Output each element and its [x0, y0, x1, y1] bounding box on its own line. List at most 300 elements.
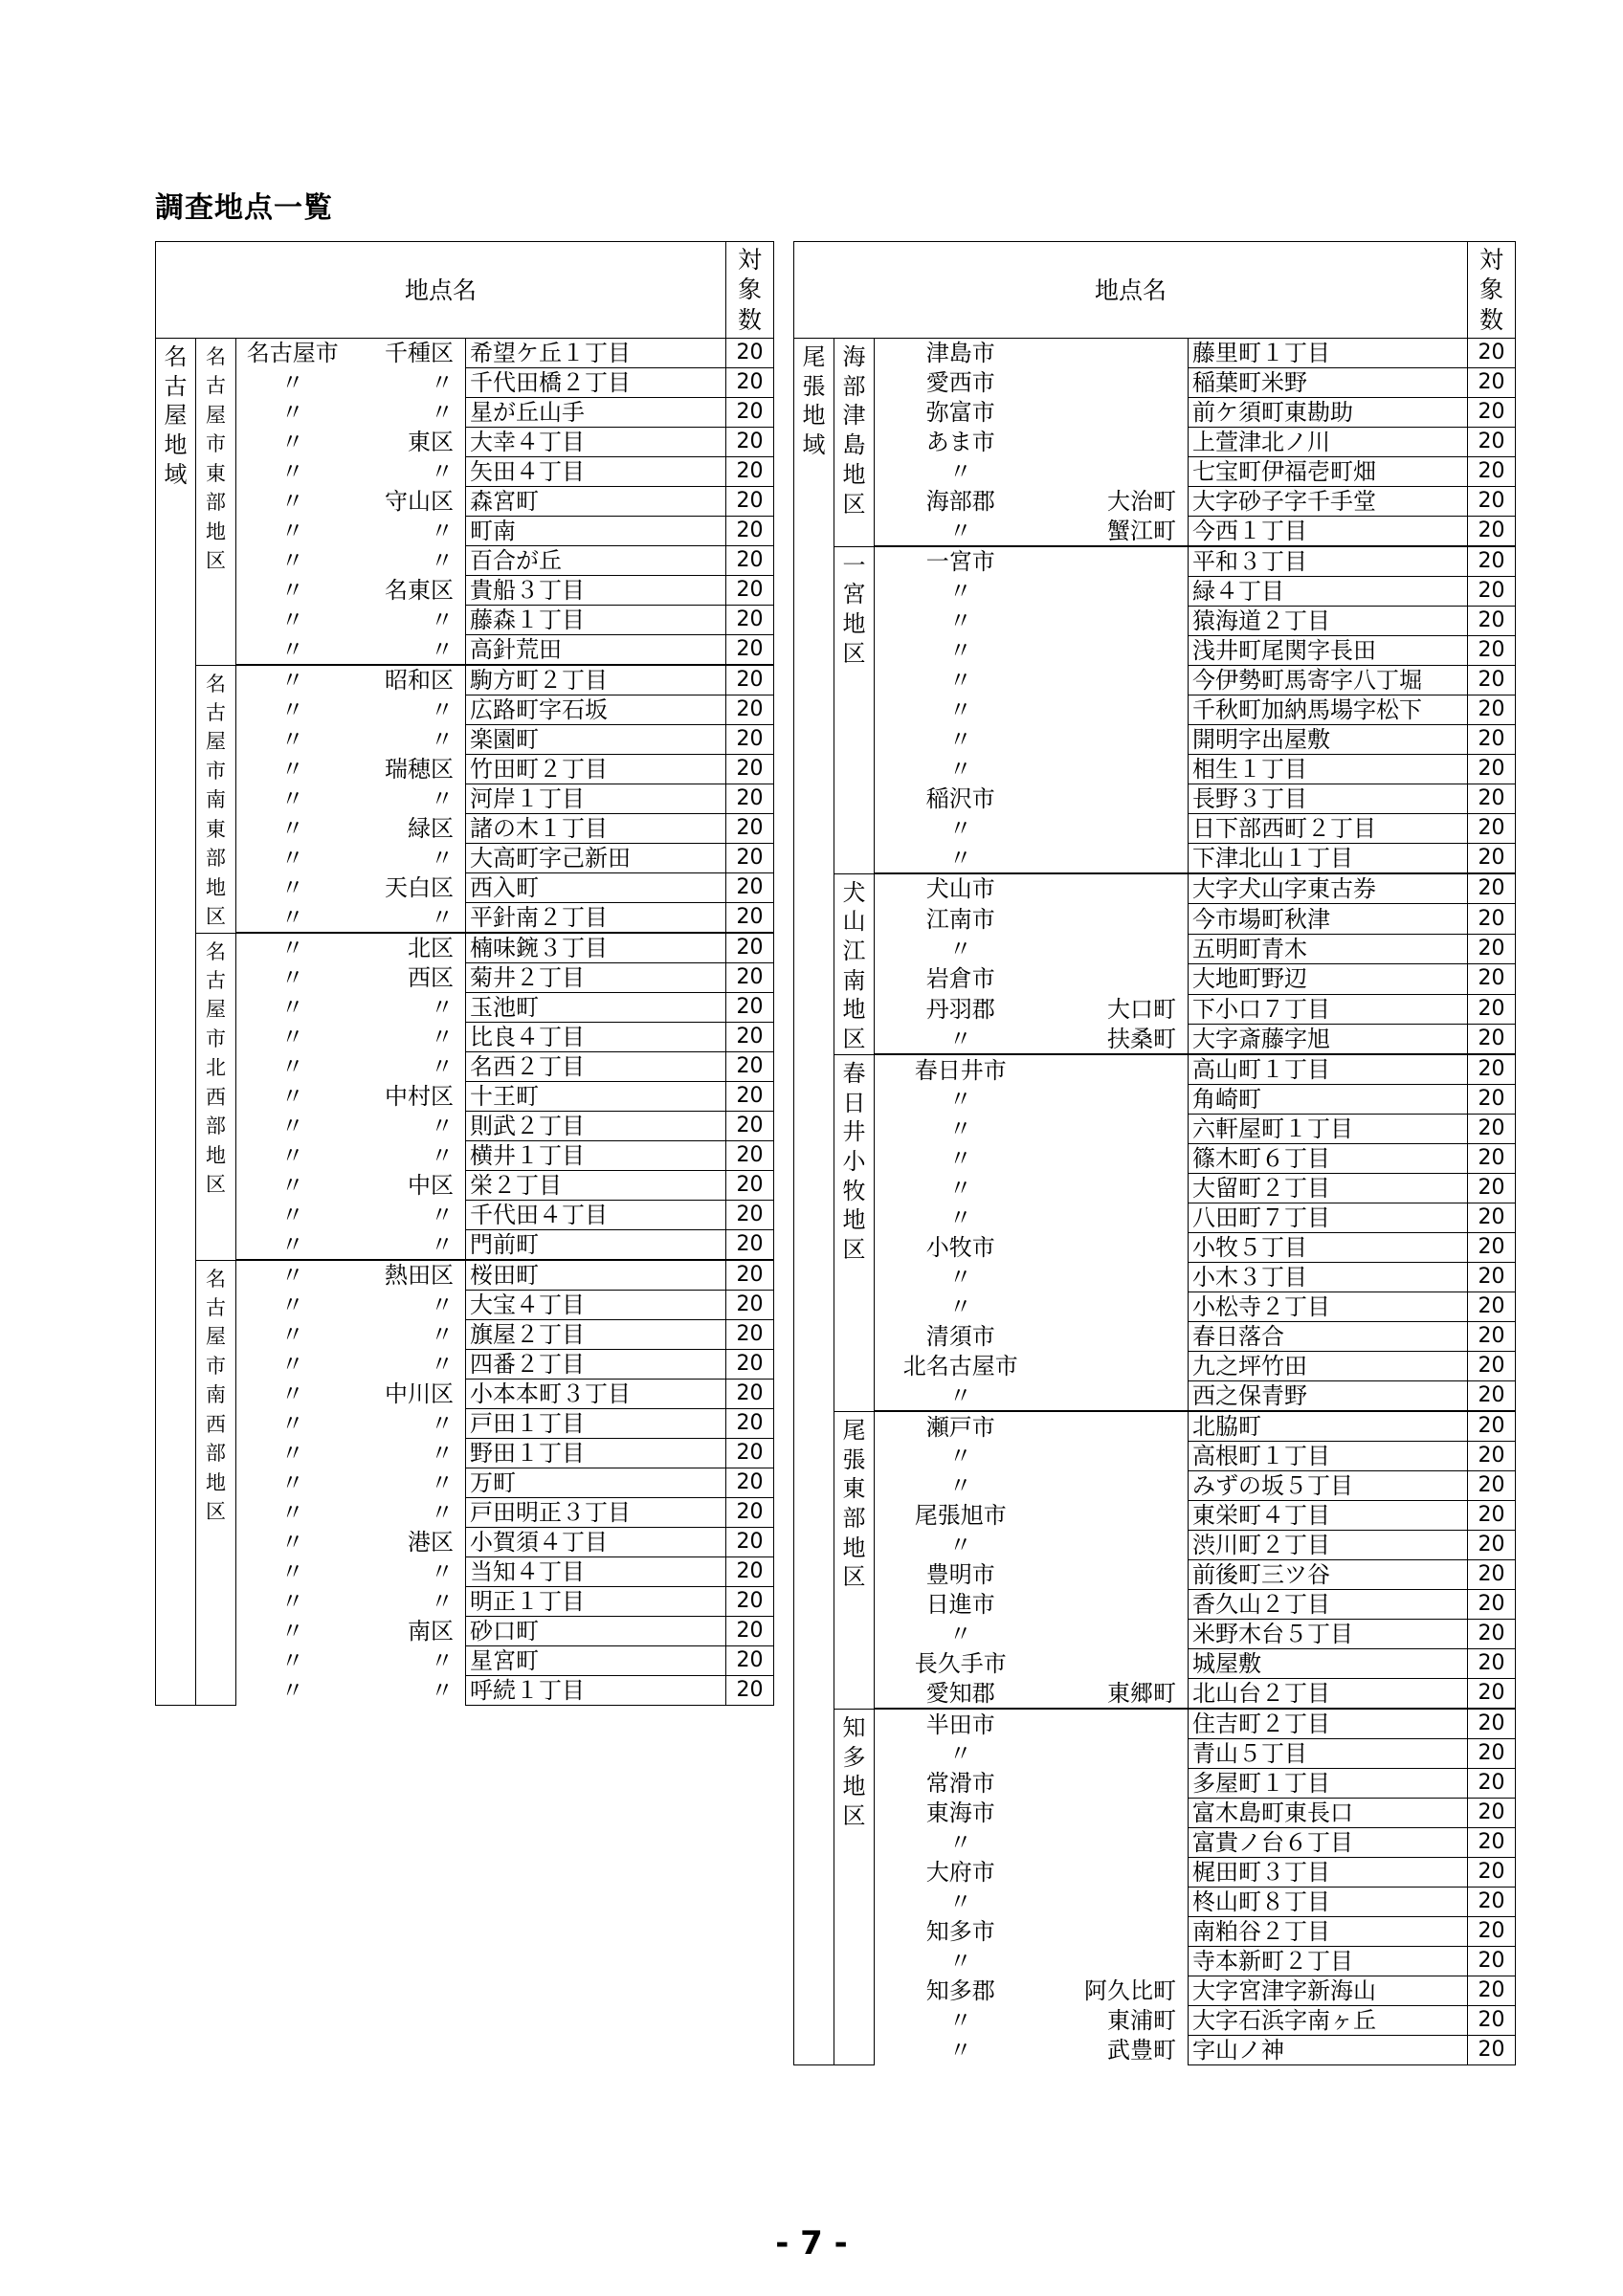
table-row — [794, 1709, 1516, 1739]
place-name: 小松寺２丁目 — [1189, 1292, 1468, 1322]
ward-name: 中川区 — [385, 1380, 454, 1407]
municipality-cell — [875, 2036, 1189, 2065]
target-count: 20 — [1468, 1174, 1516, 1203]
target-count: 20 — [1468, 339, 1516, 368]
table-row — [794, 577, 1516, 607]
ward-name — [1046, 1056, 1188, 1085]
place-name: 大地町野辺 — [1189, 964, 1468, 994]
ward-name: 守山区 — [385, 488, 454, 515]
municipality-cell — [236, 487, 466, 517]
table-row — [156, 398, 774, 428]
place-name: 南粕谷２丁目 — [1189, 1917, 1468, 1947]
municipality-cell — [875, 546, 1189, 577]
city-name: 〃 — [280, 667, 304, 695]
ward-name: 〃 — [431, 1053, 454, 1080]
area-label: 春日井小牧地区 — [834, 1054, 875, 1411]
target-count: 20 — [726, 1528, 774, 1557]
city-name: 〃 — [948, 1443, 972, 1470]
table-row — [156, 1439, 774, 1468]
municipality-cell — [236, 963, 466, 993]
place-name: 浅井町尾関字長田 — [1189, 636, 1468, 666]
place-name: 万町 — [466, 1468, 726, 1498]
municipality-cell — [875, 934, 1189, 963]
target-count: 20 — [726, 1409, 774, 1439]
table-row — [156, 665, 774, 695]
city-name: 津島市 — [925, 340, 995, 367]
ward-name: 天白区 — [385, 874, 454, 901]
place-name: 今西１丁目 — [1189, 517, 1468, 547]
target-count: 20 — [726, 339, 774, 368]
target-count: 20 — [726, 1439, 774, 1468]
city-name: 〃 — [948, 726, 972, 753]
municipality-cell — [875, 1085, 1189, 1115]
ward-name: 〃 — [431, 1469, 454, 1496]
table-row — [794, 994, 1516, 1024]
municipality-cell — [875, 1174, 1189, 1203]
table-row — [794, 873, 1516, 904]
area-label: 名古屋市東部地区 — [196, 339, 236, 666]
ward-name — [1046, 1888, 1188, 1916]
city-name: 〃 — [948, 1115, 972, 1143]
table-row — [156, 725, 774, 755]
ward-name: 東郷町 — [1107, 1680, 1176, 1708]
ward-name: 〃 — [431, 994, 454, 1021]
target-count: 20 — [1468, 1471, 1516, 1501]
table-row — [156, 339, 774, 368]
area-label: 名古屋市南東部地区 — [196, 665, 236, 933]
city-name: 〃 — [948, 637, 972, 664]
municipality-cell — [875, 725, 1189, 755]
municipality-cell — [236, 933, 466, 963]
table-row — [794, 934, 1516, 963]
municipality-cell — [875, 1858, 1189, 1888]
ward-name: 〃 — [431, 1202, 454, 1228]
table-row — [794, 1947, 1516, 1976]
city-name: 江南市 — [925, 905, 995, 933]
ward-name — [1046, 339, 1188, 367]
municipality-cell — [875, 577, 1189, 607]
ward-name: 大口町 — [1107, 995, 1176, 1023]
place-name: 大字石浜字南ヶ丘 — [1189, 2006, 1468, 2036]
ward-name — [1046, 577, 1188, 606]
municipality-cell — [236, 546, 466, 576]
city-name: 〃 — [948, 935, 972, 962]
target-count: 20 — [726, 1023, 774, 1052]
table-row — [794, 2006, 1516, 2036]
place-name: 下小口７丁目 — [1189, 994, 1468, 1024]
municipality-cell — [875, 1024, 1189, 1054]
ward-name — [1046, 1203, 1188, 1232]
ward-name — [1046, 607, 1188, 635]
place-name: 平針南２丁目 — [466, 903, 726, 934]
ward-name: 〃 — [431, 1321, 454, 1348]
target-count: 20 — [726, 1112, 774, 1141]
header-place-name: 地点名 — [794, 242, 1468, 339]
place-name: 呼続１丁目 — [466, 1676, 726, 1706]
target-count: 20 — [1468, 1263, 1516, 1292]
table-row — [794, 1442, 1516, 1471]
target-count: 20 — [726, 546, 774, 576]
municipality-cell — [236, 1617, 466, 1646]
municipality-cell — [236, 1409, 466, 1439]
place-name: 星宮町 — [466, 1646, 726, 1676]
city-name: 〃 — [280, 964, 304, 991]
city-name: 〃 — [948, 1472, 972, 1500]
ward-name — [1046, 1947, 1188, 1976]
place-name: 小賀須４丁目 — [466, 1528, 726, 1557]
place-name: 高針荒田 — [466, 635, 726, 666]
table-row — [794, 1917, 1516, 1947]
city-name: 東海市 — [925, 1799, 995, 1827]
table-row — [794, 666, 1516, 695]
table-row — [794, 517, 1516, 547]
table-row — [794, 1560, 1516, 1590]
ward-name — [1046, 1115, 1188, 1143]
ward-name: 緑区 — [408, 815, 454, 842]
city-name: 〃 — [948, 1382, 972, 1410]
table-row — [794, 1828, 1516, 1858]
municipality-cell — [236, 1557, 466, 1587]
municipality-cell — [875, 1352, 1189, 1381]
municipality-cell — [875, 1233, 1189, 1263]
city-name: 〃 — [948, 1829, 972, 1857]
table-row — [794, 1799, 1516, 1828]
area-label: 海部津島地区 — [834, 339, 875, 547]
city-name: 稲沢市 — [925, 785, 995, 812]
municipality-cell — [236, 1439, 466, 1468]
municipality-cell — [875, 1828, 1189, 1858]
target-count: 20 — [726, 1201, 774, 1230]
ward-name — [1046, 1858, 1188, 1887]
municipality-cell — [236, 1141, 466, 1171]
city-name: 〃 — [948, 1264, 972, 1292]
city-name: 瀬戸市 — [925, 1413, 995, 1441]
target-count: 20 — [726, 1230, 774, 1261]
municipality-cell — [236, 993, 466, 1023]
target-count: 20 — [1468, 1352, 1516, 1381]
place-name: 上萱津北ノ川 — [1189, 428, 1468, 457]
table-row — [156, 1052, 774, 1082]
municipality-cell — [236, 1380, 466, 1409]
table-row — [156, 873, 774, 903]
place-name: 玉池町 — [466, 993, 726, 1023]
ward-name: 中区 — [408, 1172, 454, 1199]
municipality-cell — [875, 428, 1189, 457]
place-name: 大幸４丁目 — [466, 428, 726, 457]
table-row — [794, 1411, 1516, 1442]
target-count: 20 — [1468, 1292, 1516, 1322]
ward-name: 〃 — [431, 1677, 454, 1704]
survey-table-owari — [793, 241, 1516, 2065]
ward-name: 瑞穂区 — [385, 756, 454, 783]
place-name: 矢田４丁目 — [466, 457, 726, 487]
city-name: 〃 — [948, 1204, 972, 1232]
city-name: 〃 — [280, 1380, 304, 1407]
municipality-cell — [875, 1471, 1189, 1501]
table-row — [794, 755, 1516, 784]
target-count: 20 — [1468, 666, 1516, 695]
table-row — [794, 725, 1516, 755]
target-count: 20 — [726, 963, 774, 993]
municipality-cell — [875, 487, 1189, 517]
place-name: 町南 — [466, 517, 726, 546]
table-row — [156, 844, 774, 873]
ward-name — [1046, 1233, 1188, 1262]
target-count: 20 — [1468, 1858, 1516, 1888]
place-name: 寺本新町２丁目 — [1189, 1947, 1468, 1976]
municipality-cell — [875, 1560, 1189, 1590]
ward-name — [1046, 1711, 1188, 1739]
municipality-cell — [875, 1144, 1189, 1174]
municipality-cell — [236, 1291, 466, 1320]
table-row — [794, 1471, 1516, 1501]
place-name: 北山台２丁目 — [1189, 1679, 1468, 1710]
ward-name — [1046, 1322, 1188, 1351]
city-name: 〃 — [948, 1175, 972, 1203]
city-name: 〃 — [280, 1440, 304, 1467]
table-row — [156, 695, 774, 725]
table-row — [794, 1115, 1516, 1144]
place-name: 篠木町６丁目 — [1189, 1144, 1468, 1174]
city-name: 〃 — [948, 1086, 972, 1114]
ward-name — [1046, 844, 1188, 872]
target-count: 20 — [726, 606, 774, 635]
place-name: 河岸１丁目 — [466, 784, 726, 814]
place-name: 五明町青木 — [1189, 934, 1468, 963]
city-name: 〃 — [280, 1053, 304, 1080]
city-name: 〃 — [280, 399, 304, 426]
city-name: 〃 — [280, 845, 304, 872]
ward-name: 〃 — [431, 726, 454, 753]
area-label: 犬山江南地区 — [834, 873, 875, 1054]
target-count: 20 — [1468, 1947, 1516, 1976]
table-row — [156, 1320, 774, 1350]
place-name: 西之保青野 — [1189, 1381, 1468, 1412]
municipality-cell — [875, 873, 1189, 904]
target-count: 20 — [1468, 934, 1516, 963]
city-name: 〃 — [280, 1292, 304, 1318]
municipality-cell — [236, 428, 466, 457]
place-name: 城屋敷 — [1189, 1649, 1468, 1679]
municipality-cell — [875, 1411, 1189, 1442]
place-name: 大字宮津字新海山 — [1189, 1976, 1468, 2006]
ward-name: 〃 — [431, 1024, 454, 1050]
table-row — [794, 1024, 1516, 1054]
ward-name: 西区 — [408, 964, 454, 991]
municipality-cell — [875, 457, 1189, 487]
target-count: 20 — [726, 844, 774, 873]
municipality-cell — [236, 1171, 466, 1201]
target-count: 20 — [1468, 1381, 1516, 1412]
ward-name: 〃 — [431, 1142, 454, 1169]
municipality-cell — [875, 1679, 1189, 1710]
target-count: 20 — [726, 1052, 774, 1082]
city-name: 〃 — [280, 1588, 304, 1615]
table-row — [794, 1203, 1516, 1233]
place-name: 香久山２丁目 — [1189, 1590, 1468, 1620]
municipality-cell — [236, 695, 466, 725]
target-count: 20 — [726, 1350, 774, 1380]
municipality-cell — [236, 725, 466, 755]
city-name: あま市 — [925, 429, 995, 455]
municipality-cell — [236, 1676, 466, 1706]
city-name: 〃 — [948, 1740, 972, 1768]
city-name: 〃 — [280, 874, 304, 901]
target-count: 20 — [1468, 1620, 1516, 1649]
municipality-cell — [875, 695, 1189, 725]
municipality-cell — [875, 666, 1189, 695]
table-row — [156, 1141, 774, 1171]
table-row — [794, 964, 1516, 994]
table-row — [794, 1263, 1516, 1292]
ward-name: 〃 — [431, 458, 454, 485]
place-name: 千代田４丁目 — [466, 1201, 726, 1230]
city-name: 長久手市 — [914, 1650, 1007, 1678]
table-row — [794, 1976, 1516, 2006]
place-name: 小本本町３丁目 — [466, 1380, 726, 1409]
target-count: 20 — [1468, 1799, 1516, 1828]
place-name: 春日落合 — [1189, 1322, 1468, 1352]
municipality-cell — [875, 814, 1189, 844]
city-name: 〃 — [280, 577, 304, 604]
ward-name: 〃 — [431, 1230, 454, 1258]
city-name: 〃 — [280, 607, 304, 633]
table-row — [794, 784, 1516, 814]
city-name: 〃 — [280, 369, 304, 396]
ward-name — [1046, 725, 1188, 754]
target-count: 20 — [1468, 784, 1516, 814]
city-name: 〃 — [948, 815, 972, 842]
city-name: 知多市 — [925, 1918, 995, 1946]
municipality-cell — [236, 665, 466, 695]
city-name: 〃 — [948, 517, 972, 544]
place-name: 下津北山１丁目 — [1189, 844, 1468, 874]
city-name: 〃 — [280, 1142, 304, 1169]
place-name: 大字斎藤字旭 — [1189, 1024, 1468, 1054]
ward-name — [1046, 874, 1188, 903]
ward-name — [1046, 1413, 1188, 1442]
target-count: 20 — [1468, 1233, 1516, 1263]
ward-name: 〃 — [431, 1440, 454, 1467]
place-name: 比良４丁目 — [466, 1023, 726, 1052]
target-count: 20 — [726, 665, 774, 695]
target-count: 20 — [1468, 844, 1516, 874]
ward-name — [1046, 784, 1188, 813]
municipality-cell — [875, 755, 1189, 784]
city-name: 知多郡 — [925, 1977, 995, 2005]
municipality-cell — [875, 2006, 1189, 2036]
target-count: 20 — [726, 1141, 774, 1171]
ward-name — [1046, 1144, 1188, 1173]
target-count: 20 — [1468, 398, 1516, 428]
place-name: 米野木台５丁目 — [1189, 1620, 1468, 1649]
place-name: 野田１丁目 — [466, 1439, 726, 1468]
target-count: 20 — [1468, 2036, 1516, 2065]
ward-name: 熱田区 — [385, 1262, 454, 1290]
target-count: 20 — [1468, 1144, 1516, 1174]
target-count: 20 — [726, 1498, 774, 1528]
municipality-cell — [236, 1498, 466, 1528]
municipality-cell — [875, 1976, 1189, 2006]
ward-name: 〃 — [431, 1558, 454, 1585]
target-count: 20 — [1468, 1976, 1516, 2006]
municipality-cell — [875, 964, 1189, 994]
place-name: 名西２丁目 — [466, 1052, 726, 1082]
municipality-cell — [236, 1320, 466, 1350]
place-name: 日下部西町２丁目 — [1189, 814, 1468, 844]
table-row — [794, 368, 1516, 398]
city-name: 清須市 — [925, 1323, 995, 1351]
municipality-cell — [236, 398, 466, 428]
table-row — [156, 457, 774, 487]
place-name: 十王町 — [466, 1082, 726, 1112]
table-row — [794, 1858, 1516, 1888]
ward-name: 北区 — [408, 935, 454, 962]
table-row — [156, 1201, 774, 1230]
table-row — [794, 695, 1516, 725]
target-count: 20 — [726, 993, 774, 1023]
place-name: 広路町字石坂 — [466, 695, 726, 725]
page-number: - 7 - — [775, 2224, 848, 2263]
place-name: 大字砂子字千手堂 — [1189, 487, 1468, 517]
place-name: 駒方町２丁目 — [466, 665, 726, 695]
area-label: 名古屋市北西部地区 — [196, 933, 236, 1260]
city-name: 〃 — [280, 1321, 304, 1348]
header-place-name: 地点名 — [156, 242, 726, 339]
place-name: 大字犬山字東古券 — [1189, 873, 1468, 904]
city-name: 尾張旭市 — [914, 1502, 1007, 1530]
table-row — [156, 606, 774, 635]
ward-name: 〃 — [431, 1292, 454, 1318]
place-name: 希望ケ丘１丁目 — [466, 339, 726, 368]
place-name: 西入町 — [466, 873, 726, 903]
ward-name — [1046, 368, 1188, 397]
municipality-cell — [875, 1649, 1189, 1679]
target-count: 20 — [726, 487, 774, 517]
ward-name: 中村区 — [385, 1083, 454, 1110]
table-row — [156, 1023, 774, 1052]
table-row — [794, 814, 1516, 844]
ward-name — [1046, 964, 1188, 993]
municipality-cell — [875, 1947, 1189, 1976]
city-name: 〃 — [280, 1410, 304, 1437]
city-name: 〃 — [280, 1262, 304, 1290]
ward-name: 蟹江町 — [1107, 517, 1176, 544]
municipality-cell — [875, 339, 1189, 368]
ward-name — [1046, 1828, 1188, 1857]
target-count: 20 — [1468, 1590, 1516, 1620]
target-count: 20 — [1468, 1024, 1516, 1054]
municipality-cell — [875, 1442, 1189, 1471]
ward-name — [1046, 755, 1188, 784]
table-row — [794, 1531, 1516, 1560]
city-name: 愛知郡 — [925, 1680, 995, 1708]
table-row — [794, 636, 1516, 666]
table-row — [156, 1350, 774, 1380]
municipality-cell — [875, 1054, 1189, 1085]
ward-name: 阿久比町 — [1084, 1977, 1176, 2005]
city-name: 〃 — [280, 994, 304, 1021]
place-name: 千秋町加納馬場字松下 — [1189, 695, 1468, 725]
municipality-cell — [236, 755, 466, 784]
municipality-cell — [236, 1587, 466, 1617]
target-count: 20 — [726, 1587, 774, 1617]
table-row — [794, 1054, 1516, 1085]
target-count: 20 — [726, 457, 774, 487]
city-name: 〃 — [280, 458, 304, 485]
ward-name — [1046, 1590, 1188, 1619]
target-count: 20 — [1468, 1085, 1516, 1115]
